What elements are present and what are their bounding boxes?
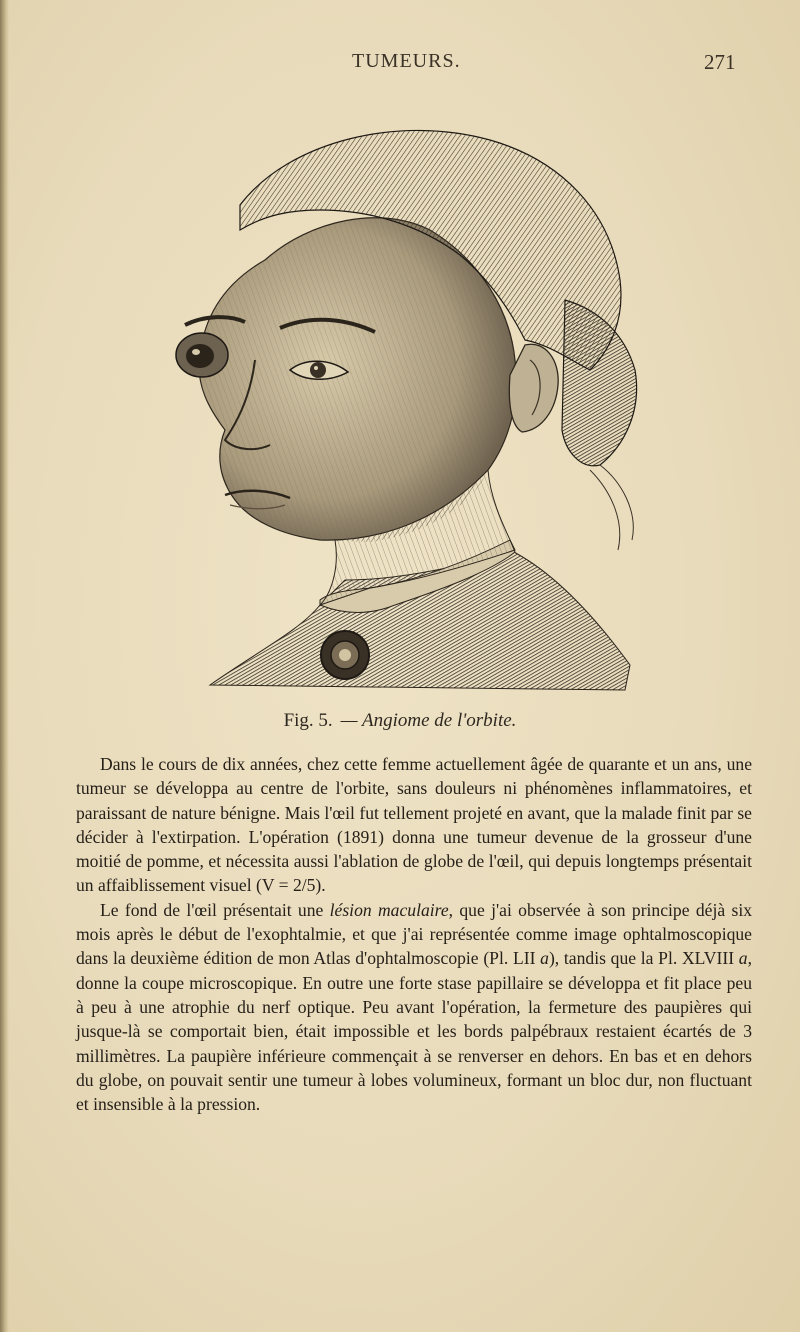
paragraph-2-part-c: ), tandis que la Pl. XLVIII (548, 948, 739, 969)
running-head (0, 50, 800, 80)
paragraph-2-part-b: , que j'ai observée à son principe déjà six mois après le début de l'exophtalmie, et que j'ai représentée comme image ophtalmoscopique dans la deuxième édition de mon Atlas d'ophtalmoscopie (Pl. LII (76, 899, 752, 969)
emphasis-lesion-maculaire: lésion maculaire (329, 899, 449, 920)
paragraph-2-part-d: , donne la coupe microscopique. En outre une forte stase papillaire se développa et fit place peu à peu à une atrophie du nerf optique. Peu avant l'opération, la fermeture des paupières qui jusque-là se comportait bien, était impossible et les bords palpébraux restaient écartés de 3 millimètres. La paupière inférieure commençait à se renverser en dehors. En bas et en dehors du globe, on pouvait sentir une tumeur à lobes volumineux, formant un bloc dur, non fluctuant et insensible à la pression. (76, 948, 752, 1115)
ear (509, 344, 558, 432)
paragraph-2-part-a: Le fond de l'œil présentait une (100, 899, 330, 920)
page-number: 271 (704, 50, 736, 74)
figure-caption (0, 710, 800, 732)
page-edge-shadow (0, 0, 9, 1332)
paragraph-2 (76, 898, 752, 1117)
plate-ref-a-2: a (738, 948, 748, 969)
figure-label: Fig. 5. (283, 710, 333, 731)
engraving-portrait (170, 110, 650, 700)
portrait-illustration (170, 110, 650, 700)
protruding-eye (176, 333, 228, 377)
paragraph-1: Dans le cours de dix années, chez cette femme actuellement âgée de quarante et un ans, une tumeur se développa au centre de l'orbite, sans douleurs ni phénomènes inflammatoires, et paraissant de nature bénigne. Mais l'œil fut tellement projeté en avant, que la malade finit par se décider à l'extirpation. L'opération (1891) donna une tumeur devenue de la grosseur d'une moitié de pomme, et nécessita aussi l'ablation de globe de l'œil, qui depuis longtemps présentait un affaiblissement visuel (V = 2/5). (76, 754, 752, 896)
body-text (76, 752, 752, 1116)
plate-ref-a-1: a (540, 948, 549, 969)
brooch (321, 631, 369, 679)
figure-title: — Angiome de l'orbite. (340, 710, 517, 731)
running-title: TUMEURS. (352, 50, 461, 72)
